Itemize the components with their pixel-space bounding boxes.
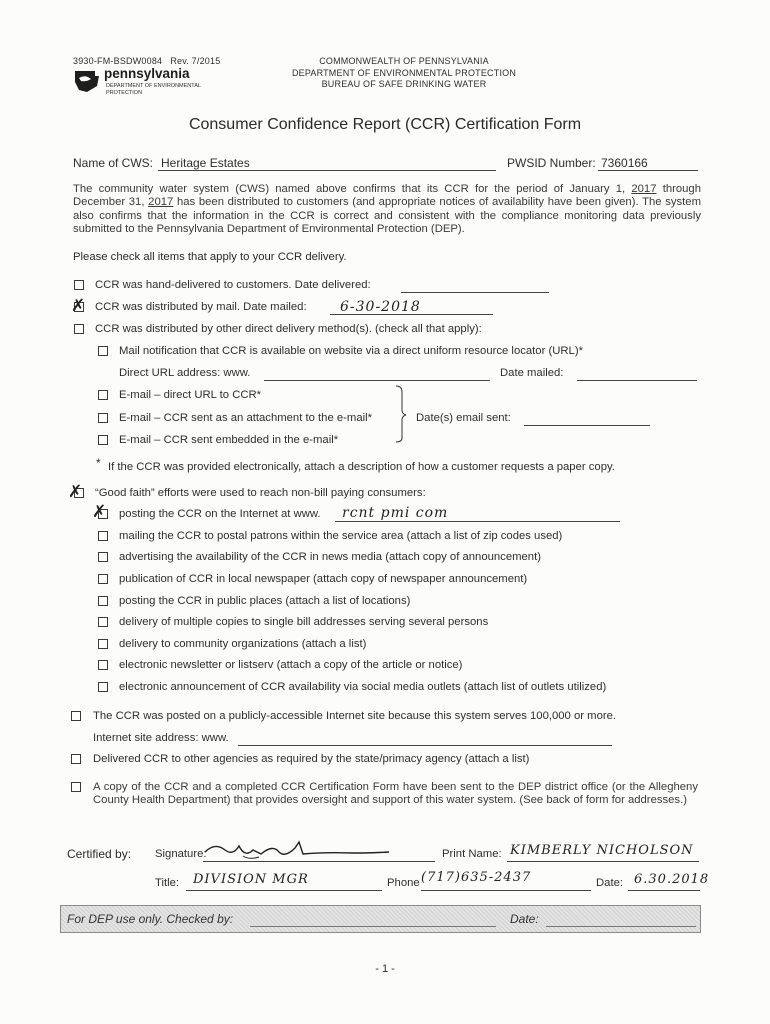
logo-subtitle: DEPARTMENT OF ENVIRONMENTAL PROTECTION xyxy=(106,83,201,96)
good-faith-item: delivery of multiple copies to single bill addresses serving several persons xyxy=(119,616,489,628)
title-line xyxy=(186,890,382,891)
print-name-value: KIMBERLY NICHOLSON xyxy=(510,843,694,858)
brace-icon xyxy=(394,384,414,444)
mail-checkmark-icon: ✗ xyxy=(71,296,86,316)
phone-label: Phone xyxy=(387,877,420,889)
pwsid-label: PWSID Number: xyxy=(507,156,596,170)
page-title: Consumer Confidence Report (CCR) Certification Form xyxy=(188,116,582,133)
large-system-posting-label: The CCR was posted on a publicly-accessible Internet site because this system serves 100,000 or more. xyxy=(93,710,617,722)
phone-line xyxy=(421,890,591,891)
email-attach-checkbox[interactable] xyxy=(98,413,108,423)
dates-email-line[interactable] xyxy=(524,425,650,426)
direct-url-label: Direct URL address: www. xyxy=(119,367,251,379)
pennsylvania-logo-icon xyxy=(73,68,101,94)
agency-header: COMMONWEALTH OF PENNSYLVANIA DEPARTMENT OF ENVIRONMENTAL PROTECTION BUREAU OF SAFE DRINKING WATER xyxy=(291,56,517,89)
good-faith-item-checkbox[interactable] xyxy=(98,596,108,606)
footnote-text: If the CCR was provided electronically, attach a description of how a customer requests a paper copy. xyxy=(108,461,615,473)
url-notice-label: Mail notification that CCR is available on website via a direct uniform resource locator (URL)* xyxy=(119,345,583,357)
good-faith-item: electronic newsletter or listserv (attach a copy of the article or notice) xyxy=(119,659,463,671)
other-agencies-label: Delivered CCR to other agencies as required by the state/primacy agency (attach a list) xyxy=(93,753,530,765)
footnote-star: * xyxy=(96,456,101,470)
internet-url-value: rcnt pmi com xyxy=(342,505,449,521)
print-name-label: Print Name: xyxy=(442,848,502,860)
email-url-label: E-mail – direct URL to CCR* xyxy=(119,389,262,401)
email-attach-label: E-mail – CCR sent as an attachment to the e-mail* xyxy=(119,412,373,424)
large-system-posting-checkbox[interactable] xyxy=(71,711,81,721)
dep-use-label: For DEP use only. Checked by: xyxy=(67,912,234,926)
date-value: 6.30.2018 xyxy=(634,872,710,887)
handwritten-signature xyxy=(203,836,393,864)
url-notice-checkbox[interactable] xyxy=(98,346,108,356)
mail-date-value: 6-30-2018 xyxy=(340,299,421,315)
good-faith-item: advertising the availability of the CCR in news media (attach copy of announcement) xyxy=(119,551,541,563)
dates-email-label: Date(s) email sent: xyxy=(416,412,511,424)
date-mailed-line[interactable] xyxy=(577,380,697,381)
good-faith-item-checkbox[interactable] xyxy=(98,552,108,562)
good-faith-item-checkbox[interactable] xyxy=(98,617,108,627)
email-embed-checkbox[interactable] xyxy=(98,435,108,445)
other-agencies-checkbox[interactable] xyxy=(71,754,81,764)
signature-line[interactable] xyxy=(203,861,435,862)
email-url-checkbox[interactable] xyxy=(98,390,108,400)
title-value: DIVISION MGR xyxy=(193,872,309,887)
good-faith-item: publication of CCR in local newspaper (attach copy of newspaper announcement) xyxy=(119,573,528,585)
direct-url-line[interactable] xyxy=(264,380,490,381)
internet-checkmark-icon: ✗ xyxy=(92,502,107,522)
internet-posting-label: posting the CCR on the Internet at www. xyxy=(119,508,321,520)
date-label: Date: xyxy=(596,877,624,889)
cws-name-label: Name of CWS: xyxy=(73,156,154,170)
other-delivery-checkbox[interactable] xyxy=(74,324,84,334)
dep-checked-line xyxy=(250,926,496,927)
copy-sent-paragraph: A copy of the CCR and a completed CCR Certification Form have been sent to the DEP district office (or the Allegheny County Health Department) that provides oversight and support of this water system. (See back of form for addresses.) xyxy=(93,781,698,807)
good-faith-item-checkbox[interactable] xyxy=(98,639,108,649)
good-faith-item-checkbox[interactable] xyxy=(98,531,108,541)
signature-label: Signature: xyxy=(155,848,207,860)
good-faith-checkmark-icon: ✗ xyxy=(68,482,83,502)
good-faith-item-checkbox[interactable] xyxy=(98,660,108,670)
certified-by-label: Certified by: xyxy=(67,847,132,861)
internet-site-address-label: Internet site address: www. xyxy=(93,732,229,744)
mail-date-line xyxy=(330,314,493,315)
good-faith-heading: “Good faith” efforts were used to reach non-bill paying consumers: xyxy=(95,487,426,499)
dep-date-label: Date: xyxy=(510,912,539,926)
form-code: 3930-FM-BSDW0084 Rev. 7/2015 xyxy=(73,56,221,66)
hand-delivered-label: CCR was hand-delivered to customers. Date delivered: xyxy=(95,279,371,291)
good-faith-item-checkbox[interactable] xyxy=(98,682,108,692)
logo-wordmark: pennsylvania xyxy=(104,66,190,81)
pwsid-line xyxy=(598,170,698,171)
good-faith-item: electronic announcement of CCR availability via social media outlets (attach list of outlets utilized) xyxy=(119,681,607,693)
cws-name-value: Heritage Estates xyxy=(161,156,250,170)
date-line xyxy=(628,890,700,891)
cws-name-line xyxy=(158,170,496,171)
date-delivered-line[interactable] xyxy=(401,292,549,293)
dep-date-line xyxy=(546,926,696,927)
good-faith-item: delivery to community organizations (attach a list) xyxy=(119,638,367,650)
good-faith-item-checkbox[interactable] xyxy=(98,574,108,584)
hand-delivered-checkbox[interactable] xyxy=(74,280,84,290)
email-embed-label: E-mail – CCR sent embedded in the e-mail* xyxy=(119,434,339,446)
internet-site-address-line[interactable] xyxy=(238,745,612,746)
internet-url-line xyxy=(335,521,620,522)
good-faith-item: mailing the CCR to postal patrons within the service area (attach a list of zip codes used) xyxy=(119,530,563,542)
page-number: - 1 - xyxy=(375,963,395,975)
mail-label: CCR was distributed by mail. Date mailed: xyxy=(95,301,307,313)
intro-paragraph: The community water system (CWS) named above confirms that its CCR for the period of January 1, 2017 through December 31, 2017 has been distributed to customers (and appropriate notices of availability have been given). The system also confirms that the information in the CCR is correct and consistent with the compliance monitoring data previously submitted to the Pennsylvania Department of Environmental Protection (DEP). xyxy=(73,183,702,236)
pwsid-value: 7360166 xyxy=(601,156,648,170)
date-mailed-label: Date mailed: xyxy=(500,367,564,379)
good-faith-item: posting the CCR in public places (attach a list of locations) xyxy=(119,595,411,607)
phone-value: (717)635-2437 xyxy=(421,870,532,885)
other-delivery-label: CCR was distributed by other direct delivery method(s). (check all that apply): xyxy=(95,323,482,335)
instruction-text: Please check all items that apply to your CCR delivery. xyxy=(73,251,347,263)
copy-sent-checkbox[interactable] xyxy=(71,782,81,792)
print-name-line xyxy=(507,861,699,862)
title-label: Title: xyxy=(155,877,180,889)
